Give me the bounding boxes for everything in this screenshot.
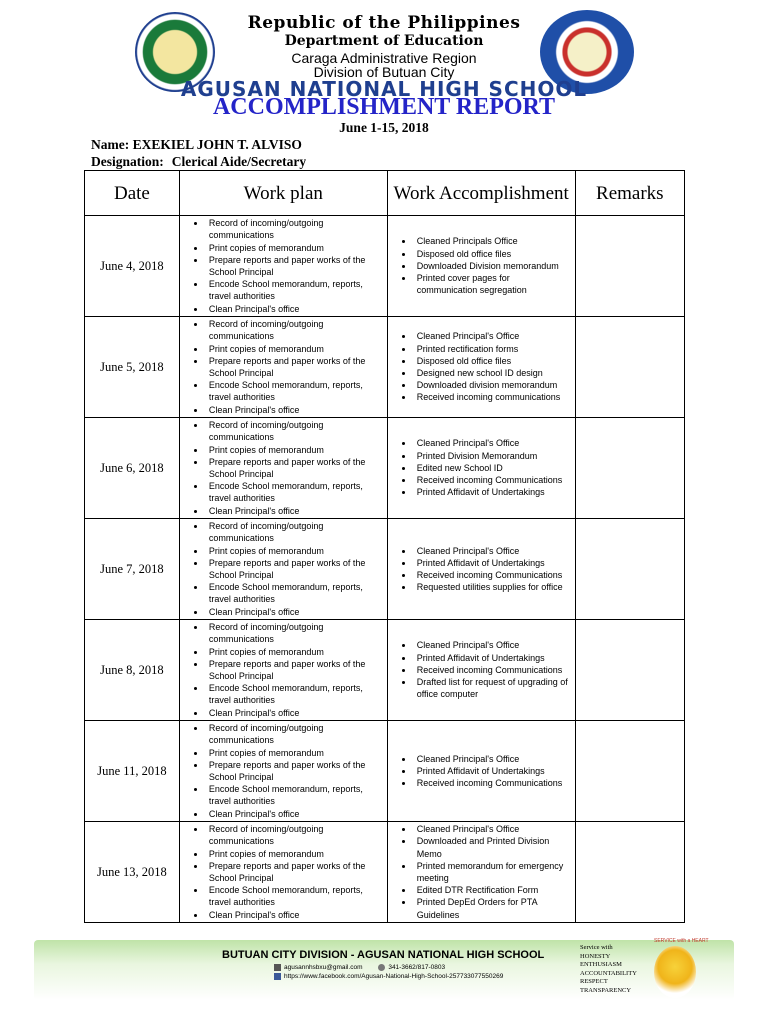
work-plan-item: • Clean Principal's office (206, 909, 385, 921)
accomplishment-item: • Disposed old office files (414, 248, 573, 260)
row-date: June 7, 2018 (85, 519, 180, 620)
row-work-plan (179, 418, 387, 519)
accomplishment-item: • Cleaned Principals Office (414, 235, 573, 247)
accomplishment-item: • Cleaned Principal's Office (414, 545, 573, 557)
table-row (85, 216, 685, 317)
service-line: Service with (580, 944, 613, 951)
accomplishment-list (394, 437, 573, 498)
footer-facebook (274, 973, 503, 980)
mascot-image (654, 946, 696, 998)
work-plan-list (186, 722, 385, 820)
work-plan-item: • Record of incoming/outgoing communications (206, 419, 385, 443)
row-remarks (575, 822, 684, 923)
table-header-row (85, 171, 685, 216)
row-work-plan (179, 317, 387, 418)
accomplishment-item: • Edited DTR Rectification Form (414, 884, 573, 896)
service-with-heart-label: SERVICE with a HEART (654, 938, 709, 944)
work-plan-item: • Record of incoming/outgoing communications (206, 318, 385, 342)
accomplishment-item: • Received incoming Communications (414, 777, 573, 789)
accomplishment-item: • Cleaned Principal's Office (414, 437, 573, 449)
work-plan-item: • Encode School memorandum, reports, travel authorities (206, 581, 385, 605)
work-plan-item: • Print copies of memorandum (206, 343, 385, 355)
work-plan-item: • Encode School memorandum, reports, travel authorities (206, 379, 385, 403)
work-plan-item: • Record of incoming/outgoing communications (206, 217, 385, 241)
accomplishment-item: • Received incoming Communications (414, 569, 573, 581)
work-plan-item: • Record of incoming/outgoing communications (206, 722, 385, 746)
footer-email: agusannhsbxu@gmail.com (284, 964, 363, 972)
service-line: RESPECT (580, 978, 608, 985)
accomplishment-list (394, 823, 573, 921)
table-row (85, 721, 685, 822)
work-plan-item: • Prepare reports and paper works of the School Principal (206, 759, 385, 783)
row-work-plan (179, 620, 387, 721)
row-work-accomplishment (387, 721, 575, 822)
row-work-accomplishment (387, 317, 575, 418)
report-period: June 1-15, 2018 (339, 120, 429, 135)
accomplishment-item: • Drafted list for request of upgrading of office computer (414, 676, 573, 700)
work-plan-item: • Encode School memorandum, reports, travel authorities (206, 884, 385, 908)
row-work-accomplishment (387, 418, 575, 519)
work-plan-item: • Clean Principal's office (206, 505, 385, 517)
work-plan-item: • Record of incoming/outgoing communications (206, 621, 385, 645)
employee-designation: Clerical Aide/Secretary (171, 154, 307, 169)
row-work-plan (179, 822, 387, 923)
work-plan-item: • Print copies of memorandum (206, 545, 385, 557)
table-row (85, 519, 685, 620)
accomplishment-item: • Requested utilities supplies for office (414, 581, 573, 593)
accomplishment-item: • Cleaned Principal's Office (414, 753, 573, 765)
footer-title: BUTUAN CITY DIVISION - AGUSAN NATIONAL HIGH SCHOOL (222, 949, 545, 961)
facebook-icon (274, 973, 281, 980)
accomplishment-item: • Cleaned Principal's Office (414, 823, 573, 835)
employee-name-line (91, 137, 302, 153)
row-work-plan (179, 721, 387, 822)
work-plan-item: • Encode School memorandum, reports, travel authorities (206, 682, 385, 706)
footer-facebook-url: https://www.facebook.com/Agusan-National-High-School-257733077550269 (284, 973, 504, 981)
service-values (580, 944, 637, 995)
accomplishment-item: • Printed Affidavit of Undertakings (414, 486, 573, 498)
work-plan-item: • Prepare reports and paper works of the School Principal (206, 658, 385, 682)
accomplishment-table (84, 170, 685, 923)
work-plan-item: • Encode School memorandum, reports, travel authorities (206, 480, 385, 504)
accomplishment-item: • Printed cover pages for communication segregation (414, 272, 573, 296)
accomplishment-item: • Received incoming Communications (414, 474, 573, 486)
accomplishment-item: • Received incoming Communications (414, 664, 573, 676)
work-plan-item: • Prepare reports and paper works of the School Principal (206, 860, 385, 884)
accomplishment-item: • Printed DepEd Orders for PTA Guidelines (414, 896, 573, 920)
row-remarks (575, 620, 684, 721)
row-date: June 5, 2018 (85, 317, 180, 418)
row-work-accomplishment (387, 620, 575, 721)
work-plan-list (186, 217, 385, 315)
table-row (85, 620, 685, 721)
accomplishment-item: • Cleaned Principal's Office (414, 639, 573, 651)
header-remarks: Remarks (575, 171, 684, 216)
table-row (85, 822, 685, 923)
row-work-accomplishment (387, 216, 575, 317)
header-division: Division of Butuan City (313, 64, 455, 80)
accomplishment-list (394, 545, 573, 594)
header-work-accomplishment: Work Accomplishment (387, 171, 575, 216)
work-plan-item: • Record of incoming/outgoing communications (206, 520, 385, 544)
service-line: TRANSPARENCY (580, 986, 632, 994)
work-plan-item: • Encode School memorandum, reports, travel authorities (206, 783, 385, 807)
work-plan-list (186, 419, 385, 517)
work-plan-item: • Print copies of memorandum (206, 242, 385, 254)
row-remarks (575, 418, 684, 519)
accomplishment-list (394, 330, 573, 403)
accomplishment-list (394, 235, 573, 296)
row-work-plan (179, 216, 387, 317)
work-plan-list (186, 318, 385, 416)
work-plan-item: • Print copies of memorandum (206, 747, 385, 759)
header-school-name: AGUSAN NATIONAL HIGH SCHOOL (180, 77, 588, 101)
accomplishment-item: • Received incoming communications (414, 391, 573, 403)
row-remarks (575, 317, 684, 418)
row-date: June 6, 2018 (85, 418, 180, 519)
accomplishment-list (394, 639, 573, 700)
accomplishment-item: • Printed memorandum for emergency meeting (414, 860, 573, 884)
work-plan-item: • Clean Principal's office (206, 808, 385, 820)
work-plan-list (186, 520, 385, 618)
table-row (85, 317, 685, 418)
accomplishment-item: • Cleaned Principal's Office (414, 330, 573, 342)
footer-contact (274, 964, 445, 971)
accomplishment-item: • Printed Affidavit of Undertakings (414, 557, 573, 569)
email-icon (274, 964, 281, 971)
accomplishment-item: • Printed Division Memorandum (414, 450, 573, 462)
work-plan-item: • Clean Principal's office (206, 707, 385, 719)
row-work-accomplishment (387, 822, 575, 923)
phone-icon (378, 964, 385, 971)
accomplishment-item: • Printed Affidavit of Undertakings (414, 765, 573, 777)
work-plan-item: • Record of incoming/outgoing communications (206, 823, 385, 847)
accomplishment-item: • Printed rectification forms (414, 343, 573, 355)
name-label: Name: (91, 137, 130, 152)
employee-name: EXEKIEL JOHN T. ALVISO (132, 137, 302, 152)
row-work-accomplishment (387, 519, 575, 620)
designation-label: Designation: (91, 154, 164, 169)
work-plan-item: • Print copies of memorandum (206, 444, 385, 456)
work-plan-item: • Prepare reports and paper works of the School Principal (206, 355, 385, 379)
work-plan-item: • Clean Principal's office (206, 606, 385, 618)
accomplishment-list (394, 753, 573, 790)
header-department: Department of Education (284, 33, 484, 49)
row-remarks (575, 216, 684, 317)
row-date: June 11, 2018 (85, 721, 180, 822)
accomplishment-item: • Disposed old office files (414, 355, 573, 367)
table-row (85, 418, 685, 519)
row-work-plan (179, 519, 387, 620)
service-line: ACCOUNTABILITY (580, 969, 637, 977)
work-plan-item: • Clean Principal's office (206, 303, 385, 315)
service-line: HONESTY (580, 952, 611, 960)
footer-phone: 341-3662/817-0803 (388, 964, 446, 972)
work-plan-item: • Clean Principal's office (206, 404, 385, 416)
accomplishment-item: • Designed new school ID design (414, 367, 573, 379)
row-date: June 4, 2018 (85, 216, 180, 317)
accomplishment-item: • Edited new School ID (414, 462, 573, 474)
accomplishment-item: • Printed Affidavit of Undertakings (414, 652, 573, 664)
work-plan-item: • Print copies of memorandum (206, 646, 385, 658)
row-date: June 8, 2018 (85, 620, 180, 721)
work-plan-item: • Encode School memorandum, reports, travel authorities (206, 278, 385, 302)
work-plan-list (186, 823, 385, 921)
work-plan-item: • Prepare reports and paper works of the School Principal (206, 557, 385, 581)
service-line: ENTHUSIASM (580, 961, 622, 968)
header-date: Date (85, 171, 180, 216)
accomplishment-item: • Downloaded and Printed Division Memo (414, 835, 573, 859)
work-plan-item: • Prepare reports and paper works of the School Principal (206, 254, 385, 278)
header-work-plan: Work plan (179, 171, 387, 216)
header-region: Caraga Administrative Region (291, 50, 477, 66)
report-title: ACCOMPLISHMENT REPORT (212, 94, 556, 120)
accomplishment-item: • Downloaded Division memorandum (414, 260, 573, 272)
work-plan-item: • Prepare reports and paper works of the School Principal (206, 456, 385, 480)
work-plan-item: • Print copies of memorandum (206, 848, 385, 860)
row-remarks (575, 519, 684, 620)
accomplishment-item: • Downloaded division memorandum (414, 379, 573, 391)
row-date: June 13, 2018 (85, 822, 180, 923)
employee-designation-line (91, 154, 306, 170)
work-plan-list (186, 621, 385, 719)
row-remarks (575, 721, 684, 822)
footer-banner (34, 940, 734, 1002)
header-republic: Republic of the Philippines (247, 13, 521, 33)
